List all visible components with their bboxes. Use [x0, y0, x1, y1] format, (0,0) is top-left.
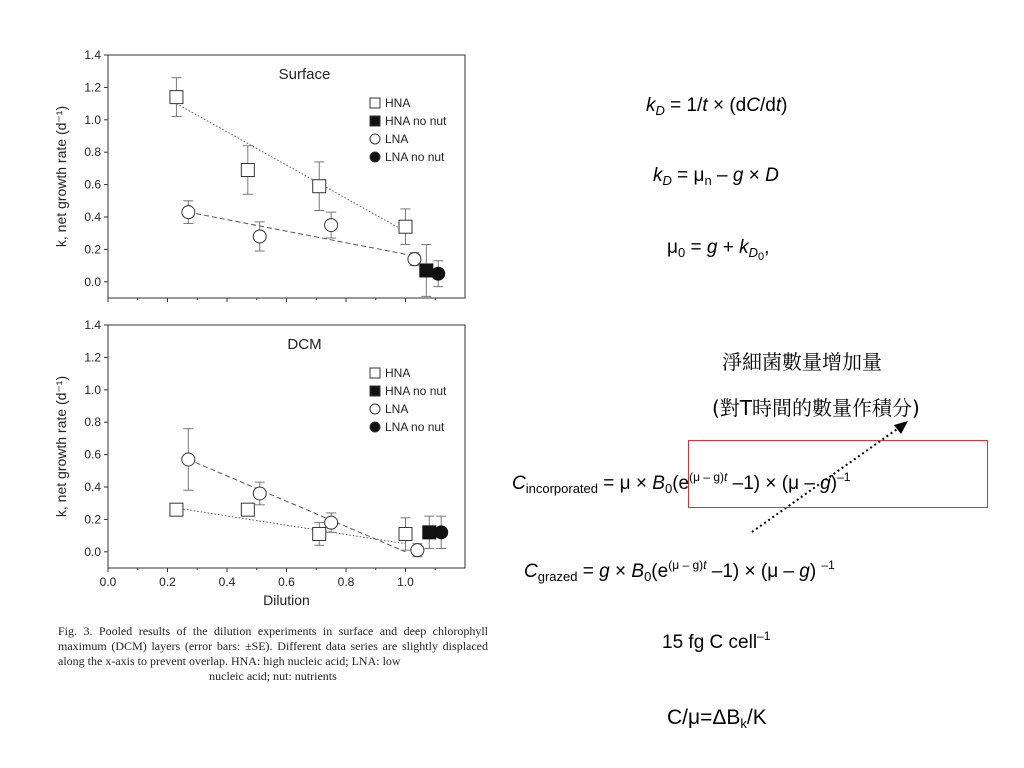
surface-y-tick-label: 0.8 — [84, 145, 101, 160]
dcm-legend-marker — [370, 368, 380, 378]
figure-charts — [0, 0, 500, 620]
surface-panel — [53, 48, 465, 302]
dcm-data-point — [313, 527, 326, 540]
surface-data-point — [253, 230, 266, 243]
dcm-y-tick-label: 0.2 — [84, 512, 101, 527]
dcm-y-tick-label: 1.0 — [84, 382, 101, 397]
caption-body: Fig. 3. Pooled results of the dilution experiments in surface and deep chlorophyll maximum (DCM) layers (error bars: ±SE). Different data series are slightly displaced along the x-axis to prevent overlap. HNA: high nucleic acid; LNA: low — [58, 624, 488, 668]
dcm-data-point — [411, 544, 424, 557]
surface-legend-label: HNA no nut — [385, 114, 447, 128]
dcm-x-tick-label: 0.4 — [218, 575, 236, 589]
surface-y-tick-label: 0.4 — [84, 210, 101, 224]
equation-c-over-mu: $C/\mu=\Delta B_k/K$ — [667, 706, 767, 731]
surface-y-tick-label: 1.2 — [84, 80, 101, 95]
dcm-legend-marker — [370, 422, 380, 432]
dcm-x-axis-label: Dilution — [263, 592, 310, 608]
surface-trend-line — [188, 212, 405, 254]
surface-legend-marker — [370, 152, 380, 162]
dcm-data-point — [241, 503, 254, 516]
dcm-y-tick-label: 0.4 — [84, 480, 101, 494]
dcm-legend-label: LNA no nut — [385, 420, 445, 434]
dcm-y-tick-label: 0.0 — [84, 544, 101, 559]
dcm-y-axis-label: k, net growth rate (d⁻¹) — [53, 375, 69, 518]
caption-last-line: nucleic acid; nut: nutrients — [209, 669, 337, 683]
surface-legend-label: LNA no nut — [385, 150, 445, 164]
surface-data-point — [420, 264, 433, 277]
dcm-chart-title: DCM — [287, 336, 322, 353]
dcm-data-point — [182, 453, 195, 466]
surface-legend-marker — [370, 116, 380, 126]
dcm-data-point — [325, 516, 338, 529]
dcm-legend-label: HNA — [385, 366, 411, 380]
surface-y-tick-label: 0.0 — [84, 274, 101, 289]
dcm-y-tick-label: 0.8 — [84, 415, 101, 430]
surface-legend-marker — [370, 98, 380, 108]
dcm-y-tick-label: 1.4 — [84, 318, 101, 332]
figure-caption — [58, 624, 488, 684]
surface-data-point — [432, 267, 445, 280]
annotation-line-2: (對T時間的數量作積分) — [712, 396, 920, 420]
dcm-legend-label: LNA — [385, 402, 409, 416]
dcm-legend-marker — [370, 386, 380, 396]
surface-y-tick-label: 1.4 — [84, 48, 101, 62]
dcm-trend-line — [188, 459, 405, 551]
surface-data-point — [408, 253, 421, 266]
surface-chart-title: Surface — [278, 66, 331, 83]
surface-data-point — [325, 219, 338, 232]
surface-data-point — [399, 220, 412, 233]
dcm-y-tick-label: 0.6 — [84, 447, 101, 462]
dcm-trend-line — [176, 508, 405, 544]
equation-kd-rate: $k_D = 1/t \times (dC/dt)$ — [646, 95, 788, 118]
surface-data-point — [241, 164, 254, 177]
surface-legend-label: LNA — [385, 132, 409, 146]
surface-y-tick-label: 1.0 — [84, 112, 101, 127]
dcm-x-tick-label: 0.0 — [99, 575, 117, 589]
equation-c-grazed: $C_{grazed} = g \times B_0(e^{(\mu - g)t}$ –1) × (μ – g) $^{-1}$ — [524, 558, 835, 584]
surface-legend-marker — [370, 134, 380, 144]
equation-kd-growth: $k_D = \mu_n - g \times D$ — [653, 165, 779, 188]
dcm-x-tick-label: 0.8 — [337, 575, 355, 589]
dcm-x-tick-label: 0.6 — [278, 575, 295, 589]
dcm-x-tick-label: 0.2 — [159, 575, 176, 589]
equation-carbon-per-cell: 15 fg C cell$^{-1}$ — [662, 629, 771, 653]
surface-y-tick-label: 0.6 — [84, 177, 101, 192]
surface-data-point — [170, 91, 183, 104]
equation-c-incorporated: $C_{incorporated} = \mu \times B_0(e^{(\mu - g)t}$ –1) × (μ – g)$^{-1}$ — [512, 470, 851, 496]
dcm-data-point — [170, 503, 183, 516]
surface-data-point — [182, 206, 195, 219]
dcm-y-tick-label: 1.2 — [84, 350, 101, 365]
surface-y-axis-label: k, net growth rate (d⁻¹) — [53, 105, 69, 248]
dcm-data-point — [399, 527, 412, 540]
surface-legend-label: HNA — [385, 96, 411, 110]
dcm-x-tick-label: 1.0 — [397, 575, 414, 589]
dcm-data-point — [423, 526, 436, 539]
dcm-data-point — [253, 487, 266, 500]
dcm-panel — [53, 318, 465, 608]
dcm-data-point — [435, 526, 448, 539]
dcm-legend-marker — [370, 404, 380, 414]
surface-data-point — [313, 180, 326, 193]
equation-mu0: $\mu_0 = g + k_{D_0}$, — [667, 237, 770, 263]
annotation-line-1: 淨細菌數量增加量 — [722, 350, 882, 374]
dcm-legend-label: HNA no nut — [385, 384, 447, 398]
surface-y-tick-label: 0.2 — [84, 242, 101, 257]
